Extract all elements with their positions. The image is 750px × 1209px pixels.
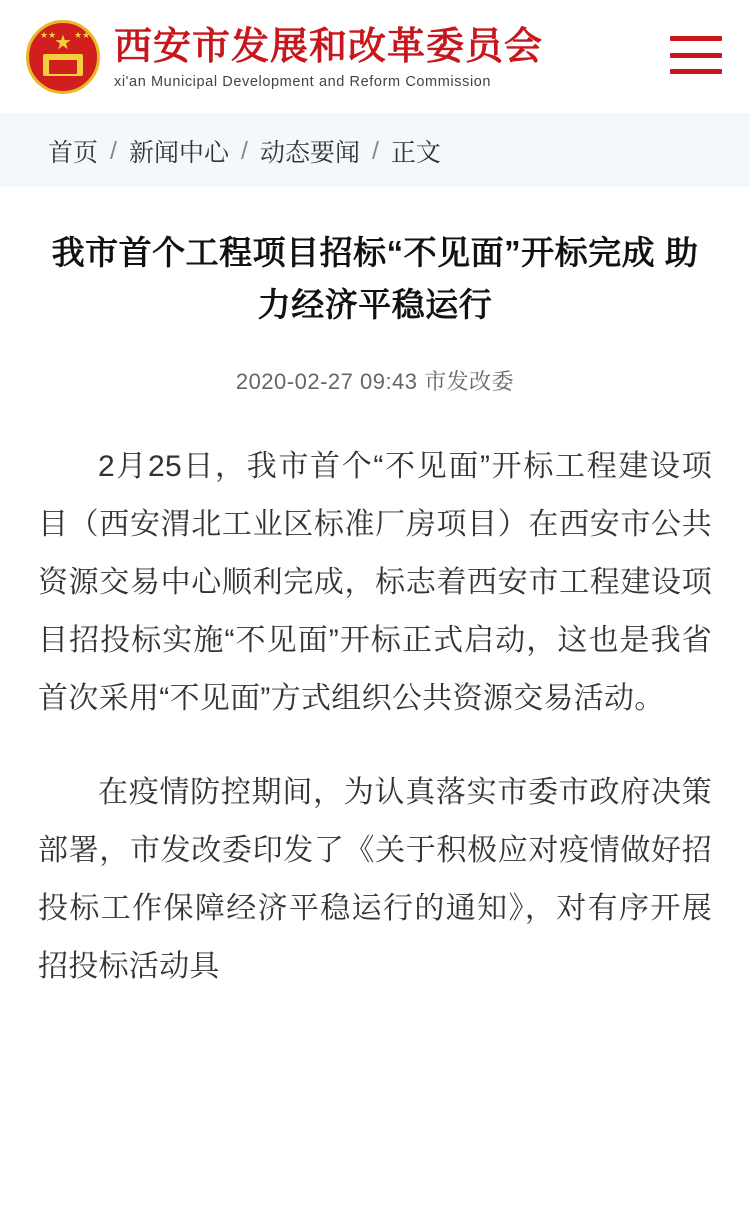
article-paragraph: 在疫情防控期间，为认真落实市委市政府决策部署，市发改委印发了《关于积极应对疫情做好招投标工作保障经济平稳运行的通知》，对有序开展招投标活动具	[38, 776, 712, 983]
breadcrumb-item-home[interactable]: 首页	[48, 139, 99, 167]
site-title-cn: 西安市发展和改革委员会	[114, 26, 544, 68]
hamburger-menu-icon[interactable]	[670, 36, 722, 74]
breadcrumb-separator: /	[110, 136, 117, 165]
article-meta: 2020-02-27 09:43 市发改委	[235, 369, 515, 394]
site-header	[0, 0, 750, 115]
article-body	[38, 438, 712, 996]
breadcrumb-item-news-center[interactable]: 新闻中心	[128, 139, 229, 167]
breadcrumb-separator: /	[240, 136, 248, 165]
page-title: 我市首个工程项目招标“不见面”开标完成 助力经济平稳运行	[51, 234, 699, 323]
breadcrumb-item-current: 正文	[390, 139, 441, 167]
national-emblem-icon: ★ ★★ ★★	[26, 20, 100, 94]
article-paragraph: 2月25日，我市首个“不见面”开标工程建设项目（西安渭北工业区标准厂房项目）在西安市公共资源交易中心顺利完成，标志着西安市工程建设项目招投标实施“不见面”开标正式启动，这也是我省首次采用“不见面”方式组织公共资源交易活动。	[38, 450, 712, 715]
site-title-en: xi'an Municipal Development and Reform Commission	[114, 74, 492, 90]
breadcrumb-separator: /	[371, 136, 379, 165]
breadcrumb-item-dynamic-news[interactable]: 动态要闻	[259, 139, 360, 167]
site-title-block	[114, 24, 543, 90]
breadcrumb	[0, 115, 750, 187]
article	[0, 227, 750, 996]
